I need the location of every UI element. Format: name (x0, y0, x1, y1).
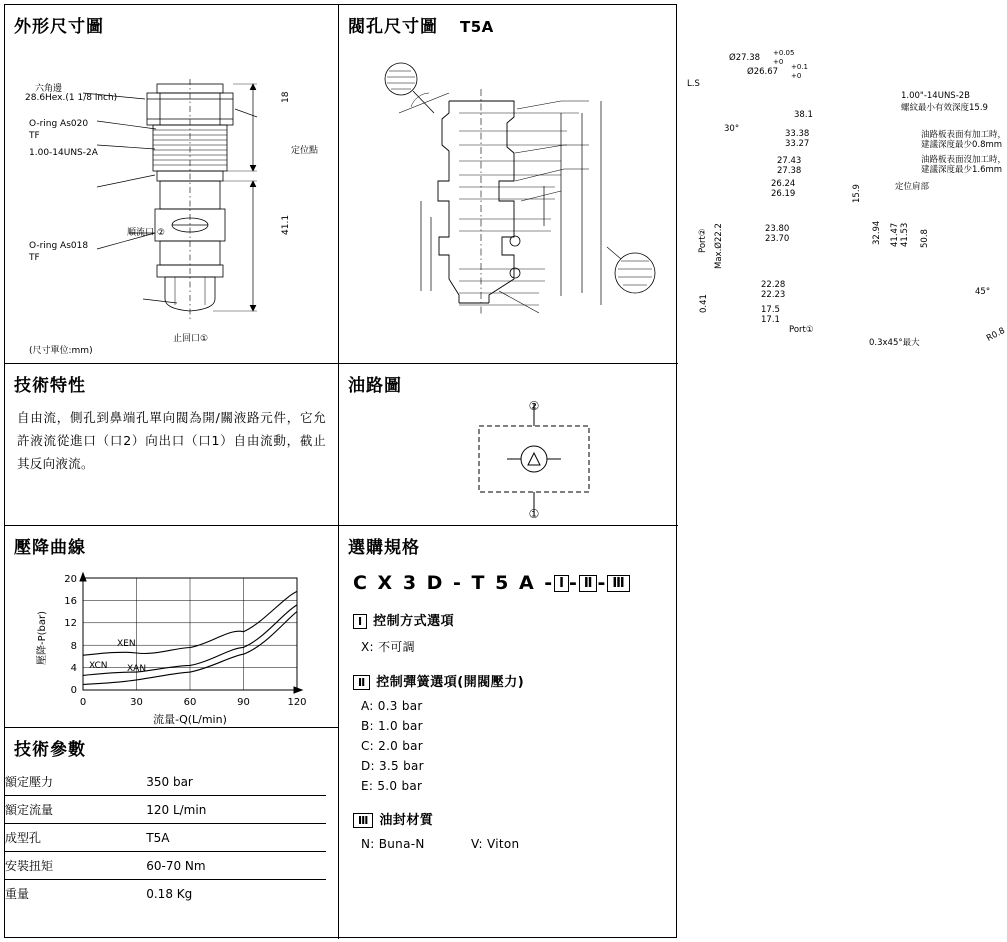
dim-dia-27-38: Ø27.38 (729, 53, 761, 63)
option-seal-row (361, 837, 678, 851)
label-port-2: Port② (698, 228, 708, 253)
option-item: V: Viton (471, 837, 520, 851)
group-1-title: 控制方式選項 (373, 614, 455, 629)
pressure-drop-chart (5, 568, 338, 728)
dim-18: 18 (281, 91, 291, 103)
features-panel (5, 363, 338, 525)
label-oring-as020: O-ring As020 (29, 119, 89, 129)
dim-22-23: 22.23 (761, 290, 786, 300)
note-machined-line1: 油路板表面有加工時， (921, 130, 1007, 140)
svg-text:8: 8 (70, 641, 77, 652)
param-name: 安裝扭矩 (5, 852, 146, 880)
group-3-title: 油封材質 (379, 813, 434, 828)
dim-26-24: 26.24 (771, 179, 796, 189)
option-item: C: 2.0 bar (361, 739, 424, 753)
group-2-roman: Ⅱ (353, 675, 370, 690)
angle-45: 45° (975, 287, 991, 297)
option-item: B: 1.0 bar (361, 719, 423, 733)
param-value: 350 bar (146, 768, 326, 796)
note-unmachined-line1: 油路板表面沒加工時， (921, 155, 1007, 165)
note-chamfer: 0.3x45°最大 (869, 338, 920, 348)
param-value: 120 L/min (146, 796, 326, 824)
param-name: 額定壓力 (5, 768, 146, 796)
model-code (353, 572, 678, 594)
label-hex-line2: 28.6Hex.(1 1/8 inch) (25, 93, 118, 103)
param-name: 額定流量 (5, 796, 146, 824)
label-tf-upper: TF (29, 131, 40, 141)
option-item: A: 0.3 bar (361, 699, 423, 713)
tol-26-67-lower: +0 (791, 72, 802, 80)
param-value: 60-70 Nm (146, 852, 326, 880)
label-flow-port-2: 順流口 ② (127, 228, 165, 238)
dim-41-1: 41.1 (281, 214, 291, 235)
note-unmachined-line2: 建議深度最少1.6mm (921, 165, 1003, 175)
dim-23-80: 23.80 (765, 224, 790, 234)
svg-text:0: 0 (70, 685, 77, 696)
param-name: 成型孔 (5, 824, 146, 852)
param-value: T5A (146, 824, 326, 852)
parameters-panel (5, 727, 338, 939)
note-machined-line2: 建議深度最少0.8mm (921, 140, 1003, 150)
option-item: X: 不可調 (361, 640, 415, 654)
unit-note: (尺寸單位:mm) (29, 346, 93, 356)
parameters-table (5, 768, 326, 907)
param-value: 0.18 Kg (146, 886, 193, 901)
features-title: 技術特性 (14, 376, 86, 396)
label-shoulder: 定位肩部 (895, 182, 930, 192)
outline-title: 外形尺寸圖 (14, 17, 104, 37)
svg-text:30: 30 (130, 697, 143, 708)
cavity-title: 閥孔尺寸圖 (348, 17, 438, 37)
note-thread-line1: 1.00"-14UNS-2B (901, 91, 971, 101)
svg-text:90: 90 (237, 697, 250, 708)
dim-17-1: 17.1 (761, 315, 780, 325)
dim-33-38: 33.38 (785, 129, 810, 139)
model-code-roman-1: Ⅰ (554, 575, 569, 592)
option-group-2-heading (353, 671, 678, 690)
dim-max-dia-22-2: Max.Ø22.2 (714, 223, 724, 269)
svg-text:①: ① (528, 507, 540, 521)
dim-dia-26-67: Ø26.67 (747, 67, 779, 77)
cavity-model: T5A (460, 18, 494, 36)
svg-text:16: 16 (64, 596, 77, 607)
group-2-title: 控制彈簧選項(開閥壓力) (376, 675, 525, 690)
svg-text:壓降-P(bar): 壓降-P(bar) (37, 610, 48, 666)
svg-text:120: 120 (287, 697, 307, 708)
svg-text:4: 4 (70, 663, 77, 674)
table-row (5, 824, 326, 852)
dim-33-27: 33.27 (785, 139, 810, 149)
dim-38-1: 38.1 (794, 110, 813, 120)
label-ls: L.S (687, 79, 700, 89)
circuit-panel (338, 363, 678, 525)
dim-26-19: 26.19 (771, 189, 796, 199)
tol-26-67-upper: +0.1 (791, 63, 808, 71)
dim-27-38b: 27.38 (777, 166, 802, 176)
label-port-1: Port① (789, 325, 814, 335)
tol-27-38-upper: +0.05 (773, 49, 795, 57)
svg-text:XCN: XCN (89, 661, 108, 671)
dim-50-8: 50.8 (920, 229, 930, 248)
option-group-3-heading (353, 809, 678, 828)
dim-27-43: 27.43 (777, 156, 802, 166)
pressure-drop-panel (5, 525, 338, 727)
model-code-dash-1: - (569, 572, 579, 594)
dim-0-41: 0.41 (699, 294, 709, 313)
dim-41-53: 41.53 (900, 222, 910, 247)
label-tf-lower: TF (29, 253, 40, 263)
parameters-title: 技術參數 (14, 740, 86, 760)
dim-15-9: 15.9 (852, 184, 862, 203)
dim-23-70: 23.70 (765, 234, 790, 244)
table-row (5, 796, 326, 824)
label-hex-line1: 六角邊 (35, 84, 63, 94)
features-body: 自由流，側孔到鼻端孔單向閥為開/關液路元件，它允許液流從進口（口2）向出口（口1）自由流動，截止其反向液流。 (17, 410, 326, 472)
curve-title: 壓降曲線 (14, 538, 86, 558)
svg-text:12: 12 (64, 618, 77, 629)
ordering-options-panel (338, 525, 678, 939)
model-code-dash-2: - (597, 572, 608, 594)
svg-text:XAN: XAN (127, 664, 147, 674)
radius-r08: R0.8 (985, 325, 1007, 344)
svg-text:②: ② (528, 399, 540, 413)
table-row (5, 880, 326, 908)
option-group-1-heading (353, 610, 678, 629)
model-code-prefix: C X 3 D - T 5 A - (353, 572, 555, 594)
dim-22-28: 22.28 (761, 280, 786, 290)
dim-32-94: 32.94 (872, 220, 882, 245)
options-title: 選購規格 (348, 538, 420, 558)
group-1-roman: Ⅰ (353, 614, 367, 629)
cavity-drawing-panel (338, 5, 1007, 363)
svg-text:XEN: XEN (117, 639, 136, 649)
option-item: E: 5.0 bar (361, 779, 423, 793)
table-row (5, 768, 326, 796)
table-row (5, 852, 326, 880)
datasheet-page (4, 4, 1007, 938)
svg-text:60: 60 (183, 697, 197, 708)
model-code-roman-2: Ⅱ (579, 575, 598, 592)
svg-text:20: 20 (64, 574, 77, 585)
tol-27-38-lower: +0 (773, 58, 784, 66)
note-thread-line2: 螺紋最小有效深度15.9 (901, 103, 988, 113)
label-locating-point: 定位點 (291, 146, 319, 156)
label-check-port-1: 止回口① (173, 334, 209, 344)
label-thread-spec: 1.00-14UNS-2A (29, 148, 98, 158)
label-oring-as018: O-ring As018 (29, 241, 89, 251)
angle-30: 30° (724, 124, 740, 134)
circuit-title: 油路圖 (348, 376, 402, 396)
svg-text:0: 0 (79, 697, 87, 708)
option-item: N: Buna-N (361, 837, 425, 851)
dim-41-47: 41.47 (890, 222, 900, 247)
outline-drawing-panel (5, 5, 338, 363)
option-item: D: 3.5 bar (361, 759, 424, 773)
group-3-roman: Ⅲ (353, 813, 373, 828)
svg-text:流量-Q(L/min): 流量-Q(L/min) (153, 713, 227, 726)
param-name: 重量 (5, 887, 30, 901)
model-code-roman-3: Ⅲ (607, 575, 629, 592)
dim-17-5: 17.5 (761, 305, 780, 315)
